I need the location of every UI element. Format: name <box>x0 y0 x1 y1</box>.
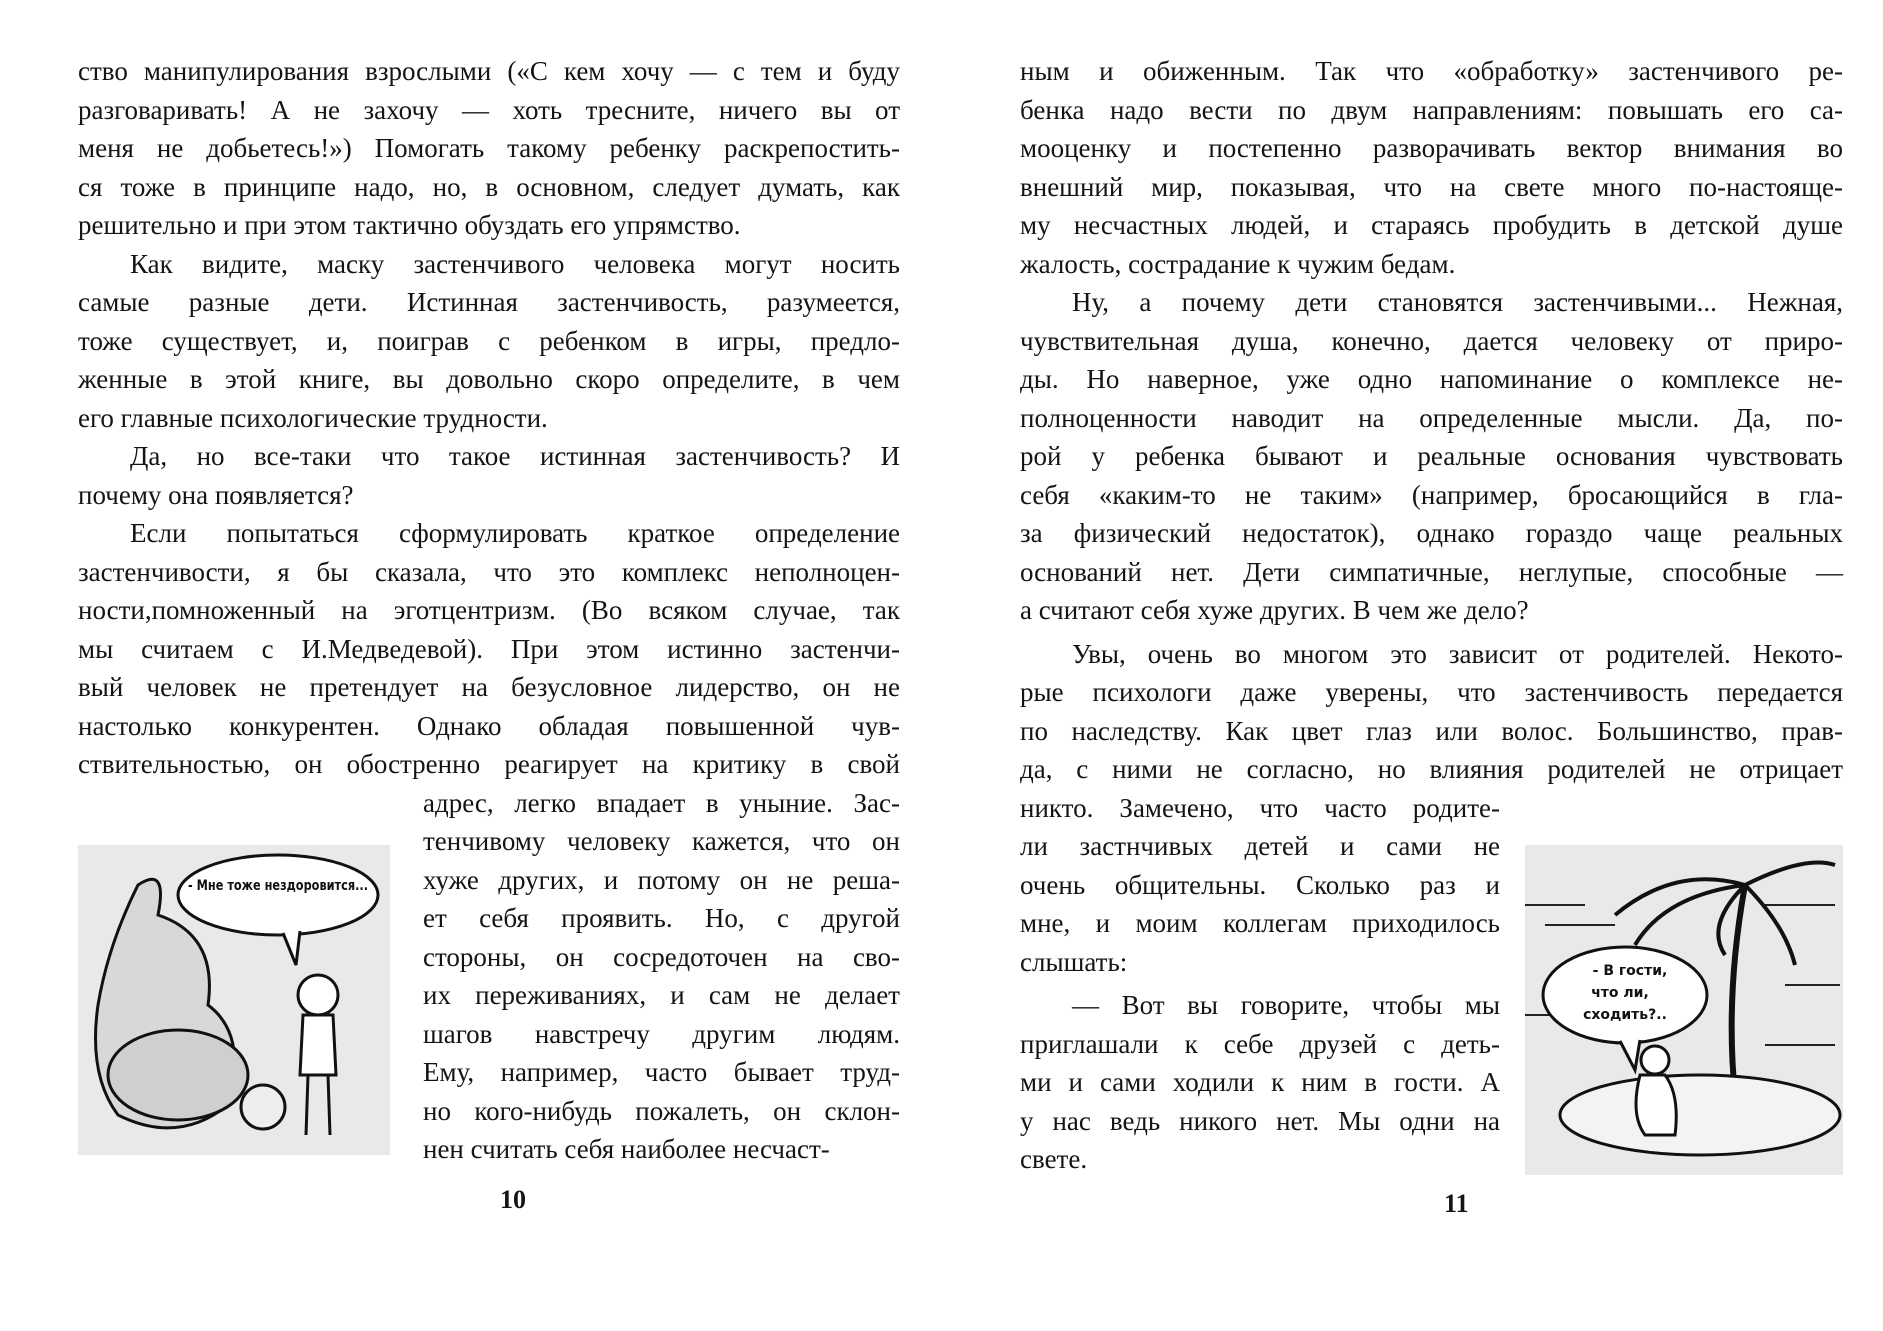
text-line: меня не добьетесь!») Помогать такому ребенку раскрепостить- <box>78 133 900 163</box>
text-line: тенчивому человеку кажется, что он <box>423 826 900 856</box>
text-line: шагов навстречу другим людям. <box>423 1018 900 1049</box>
speech-bubble-text: - Мне тоже нездоровится... <box>188 878 368 894</box>
text-line: ности,помноженный на эготцентризм. (Во всяком случае, так <box>78 595 900 625</box>
text-line: решительно и при этом тактично обуздать его упрямство. <box>78 210 741 240</box>
text-line: мооценку и постепенно разворачивать вектор внимания во <box>1020 133 1843 163</box>
text-line: за физический недостаток), однако гораздо чаще реальных <box>1020 518 1843 548</box>
text-line: полноценности наводит на определенные мысли. Да, по- <box>1020 402 1843 433</box>
text-line: ми и сами ходили к ним в гости. А <box>1020 1067 1500 1097</box>
text-line: рые психологи даже уверены, что застенчивость передается <box>1020 677 1843 707</box>
text-line: ствительностью, он обостренно реагирует на критику в свой <box>78 749 900 779</box>
text-line: слышать: <box>1020 946 1128 977</box>
text-line: у нас ведь никого нет. Мы одни на <box>1020 1105 1500 1136</box>
text-line: ся тоже в принципе надо, но, в основном, следует думать, как <box>78 171 900 202</box>
text-line: Ему, например, часто бывает труд- <box>423 1057 900 1087</box>
text-line: почему она появляется? <box>78 479 354 510</box>
text-line: рой у ребенка бывают и реальные основания чувствовать <box>1020 441 1843 471</box>
text-line: ет себя проявить. Но, с другой <box>423 903 900 933</box>
text-line: но кого-нибудь пожалеть, он склон- <box>423 1095 900 1126</box>
page-number-left: 10 <box>500 1185 526 1214</box>
text-line: оснований нет. Дети симпатичные, неглупые, способные — <box>1020 556 1843 587</box>
text-line: застенчивости, я бы сказала, что это комплекс неполноцен- <box>78 556 900 587</box>
text-line: очень общительны. Сколько раз и <box>1020 869 1500 900</box>
text-line: его главные психологические трудности. <box>78 402 548 433</box>
text-line: да, с ними не согласно, но влияния родителей не отрицает <box>1020 754 1843 784</box>
text-line: Увы, очень во многом это зависит от родителей. Некото- <box>1072 638 1843 669</box>
text-line: му несчастных людей, и стараясь пробудить в детской душе <box>1020 210 1843 240</box>
text-line: хуже других, и потому он не реша- <box>423 864 900 895</box>
text-line: никто. Замечено, что часто родите- <box>1020 792 1500 823</box>
text-line: женные в этой книге, вы довольно скоро определите, в чем <box>78 364 900 394</box>
speech-bubble-line-1: - В гости, <box>1592 963 1668 979</box>
text-line: себя «каким-то не таким» (например, бросающийся в гла- <box>1020 479 1843 510</box>
text-line: свете. <box>1020 1144 1088 1174</box>
crocodile-boy-drawing <box>78 845 390 1155</box>
text-line: вый человек не претендует на безусловное лидерство, он не <box>78 672 900 702</box>
text-line: мы считаем с И.Медведевой). При этом истинно застенчи- <box>78 633 900 664</box>
text-line: стороны, он сосредоточен на сво- <box>423 941 900 972</box>
text-line: а считают себя хуже других. В чем же дело? <box>1020 595 1529 625</box>
island-palm-illustration <box>1525 845 1843 1175</box>
text-line: Да, но все-таки что такое истинная застенчивость? И <box>130 441 900 471</box>
text-line: Как видите, маску застенчивого человека могут носить <box>130 248 900 279</box>
text-line: нен считать себя наиболее несчаст- <box>423 1134 830 1164</box>
text-line: адрес, легко впадает в уныние. Зас- <box>423 787 900 818</box>
island-palm-drawing <box>1525 845 1843 1175</box>
text-line: их переживаниях, и сам не делает <box>423 980 900 1010</box>
crocodile-boy-illustration <box>78 845 390 1155</box>
text-line: бенка надо вести по двум направлениям: повышать его са- <box>1020 94 1843 125</box>
text-line: жалость, сострадание к чужим бедам. <box>1020 248 1456 279</box>
text-line: по наследству. Как цвет глаз или волос. Большинство, прав- <box>1020 715 1843 746</box>
text-line: настолько конкурентен. Однако обладая повышенной чув- <box>78 710 900 741</box>
text-line: ды. Но наверное, уже одно напоминание о комплексе не- <box>1020 364 1843 394</box>
text-line: — Вот вы говорите, чтобы мы <box>1072 990 1500 1020</box>
text-line: внешний мир, показывая, что на свете много по-настояще- <box>1020 171 1843 202</box>
text-line: чувствительная душа, конечно, дается человеку от приро- <box>1020 325 1843 356</box>
text-line: мне, и моим коллегам приходилось <box>1020 908 1500 938</box>
speech-bubble-line-3: сходить?.. <box>1583 1007 1667 1023</box>
text-line: тоже существует, и, поиграв с ребенком в игры, предло- <box>78 325 900 356</box>
text-line: ли застнчивых детей и сами не <box>1020 831 1500 861</box>
text-line: ство манипулирования взрослыми («С кем хочу — с тем и буду <box>78 56 900 86</box>
text-line: ным и обиженным. Так что «обработку» застенчивого ре- <box>1020 56 1843 86</box>
text-line: разговаривать! А не захочу — хоть тресните, ничего вы от <box>78 94 900 125</box>
page-number-right: 11 <box>1444 1189 1469 1218</box>
text-line: самые разные дети. Истинная застенчивость, разумеется, <box>78 287 900 317</box>
speech-bubble-line-2: что ли, <box>1591 985 1649 1001</box>
text-line: Ну, а почему дети становятся застенчивыми... Нежная, <box>1072 287 1843 317</box>
text-line: Если попытаться сформулировать краткое определение <box>130 518 900 548</box>
text-line: приглашали к себе друзей с деть- <box>1020 1028 1500 1059</box>
